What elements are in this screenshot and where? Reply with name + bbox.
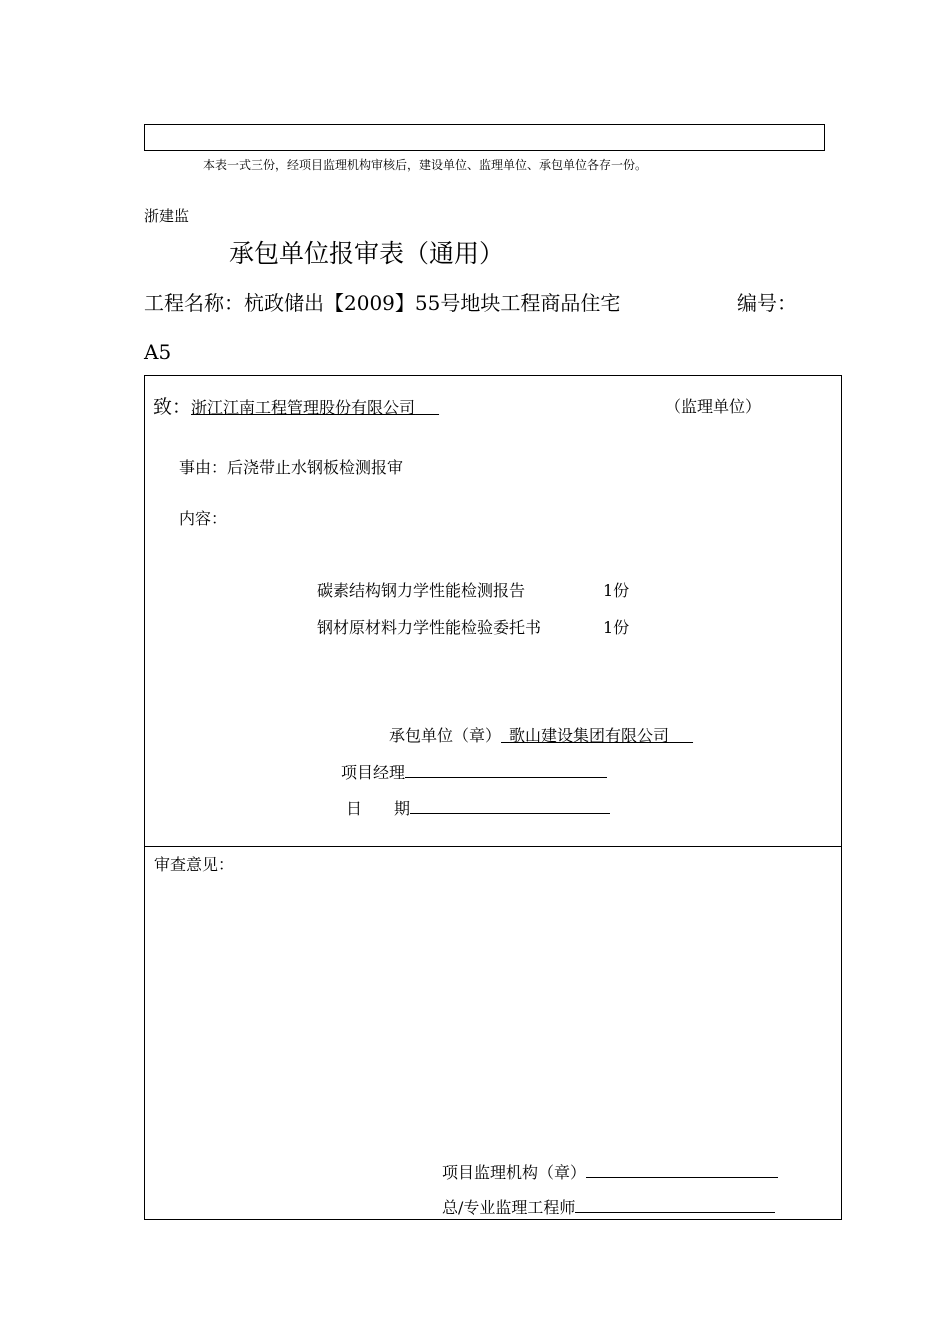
date-row: [346, 796, 610, 819]
contractor-label: 承包单位（章）: [389, 726, 502, 745]
distribution-note: 本表一式三份，经项目监理机构审核后，建设单位、监理单位、承包单位各存一份。: [203, 158, 648, 172]
review-label: 审查意见：: [154, 855, 235, 874]
engineer-row: [442, 1195, 775, 1218]
engineer-signature-line[interactable]: [575, 1196, 775, 1213]
section-divider: [145, 846, 841, 847]
top-empty-box: [144, 124, 825, 151]
content-label: 内容：: [179, 509, 228, 528]
supervision-org-label: 项目监理机构（章）: [442, 1163, 587, 1182]
item-name: 钢材原材料力学性能检验委托书: [317, 618, 542, 637]
manager-row: [341, 760, 607, 783]
to-label: 致：: [153, 396, 192, 418]
report-form: [144, 375, 842, 1220]
supervision-org-row: [442, 1160, 778, 1183]
date-line[interactable]: [410, 797, 610, 814]
contractor-underline-tail: [669, 726, 693, 745]
manager-label: 项目经理: [341, 763, 406, 782]
date-label: 日 期: [346, 799, 411, 818]
form-code: 浙建监: [144, 207, 190, 225]
contractor-underline-lead: [501, 726, 509, 745]
manager-signature-line[interactable]: [405, 761, 607, 778]
to-row: [153, 392, 439, 419]
to-value: 浙江江南工程管理股份有限公司: [191, 398, 416, 417]
engineer-label: 总/专业监理工程师: [442, 1198, 576, 1217]
item-qty: 1份: [603, 581, 630, 600]
page-title: 承包单位报审表（通用）: [229, 239, 505, 268]
project-name: 工程名称：杭政储出【2009】55号地块工程商品住宅: [144, 291, 621, 315]
supervision-org-line[interactable]: [586, 1161, 778, 1178]
item-qty: 1份: [603, 618, 630, 637]
to-role: （监理单位）: [665, 397, 762, 416]
contractor-row: [389, 723, 693, 746]
reason: 事由：后浇带止水钢板检测报审: [179, 458, 404, 477]
item-name: 碳素结构钢力学性能检测报告: [317, 581, 526, 600]
contractor-value: 歌山建设集团有限公司: [509, 726, 670, 745]
to-underline-tail: [415, 398, 439, 417]
number-value: A5: [144, 340, 172, 364]
number-label: 编号：: [737, 291, 797, 315]
